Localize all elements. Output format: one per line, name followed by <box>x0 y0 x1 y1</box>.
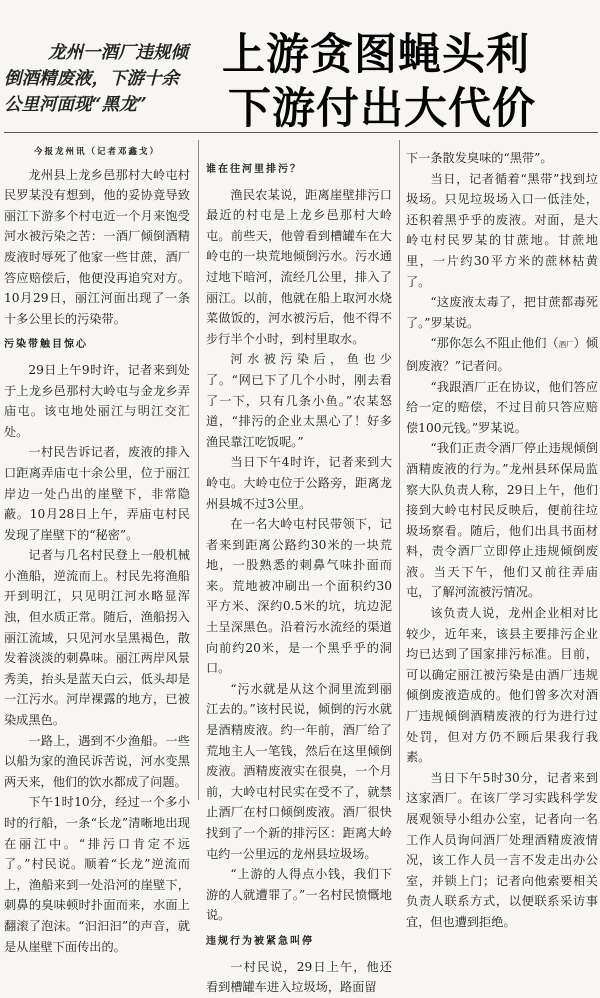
paragraph: 下午1时10分，经过一个多小时的行船，一条“长龙”清晰地出现在丽江中。“排污口肯定不远了。”村民说。顺着“长龙”逆流而上，渔船来到一处沿河的崖壁下，刺鼻的臭味顿时扑面而来，水面上翻滚了泡沫。“汩汩汩”的声音，就是从崖壁下面传出的。 <box>4 795 190 954</box>
quote-text: “那你怎么不阻止他们（ <box>430 336 559 351</box>
article-column-3 <box>406 148 598 933</box>
article-headline <box>222 28 598 136</box>
paragraph: 当日，记者循着“黑带”找到垃圾场。只见垃圾场入口一低洼处，还积着黑乎乎的废液。对面，是大岭屯村民罗某的甘蔗地。甘蔗地里，一片约30平方米的蔗林枯黄了。 <box>406 171 598 289</box>
article-column-2 <box>206 160 392 998</box>
subtitle-line-3: 公里河面现“黑龙” <box>4 95 147 115</box>
paragraph: 一路上，遇到不少渔船。一些以船为家的渔民诉苦说，河水变黑两天来，他们的饮水都成了问题。 <box>4 733 190 789</box>
article-subtitle <box>4 40 214 118</box>
aside-text: 酒厂 <box>558 340 574 350</box>
paragraph: 一村民告诉记者，废液的排入口距离弄庙屯十余公里，位于丽江岸边一处凸出的崖壁下，非常隐蔽。10月28日上午，弄庙屯村民发现了崖壁下的“秘密”。 <box>4 445 190 542</box>
paragraph: “我们正责令酒厂停止违规倾倒酒精废液的行为。”龙州县环保局监察大队负责人称，29日上午，他们接到大岭屯村民反映后，便前往垃圾场察看。随后，他们出具书面材料，责令酒厂立即停止违规倾倒废液。当天下午，他们又前往弄庙屯，了解河流被污情况。 <box>406 441 598 600</box>
paragraph: “这废液太毒了，把甘蔗都毒死了。”罗某说。 <box>406 295 598 330</box>
article-column-1 <box>4 142 190 957</box>
header-divider <box>4 132 598 133</box>
byline: 今报龙州讯（记者邓鑫戈） <box>33 147 160 157</box>
quote-text: ）倾倒废液？”记者问。 <box>406 336 599 373</box>
column-divider-2 <box>399 140 400 800</box>
column-divider-1 <box>198 140 199 800</box>
paragraph: 一村民说，29日上午，他还看到槽罐车进入垃圾场，路面留 <box>206 959 392 995</box>
headline-line-1: 上游贪图蝇头利 <box>222 30 530 80</box>
paragraph: 当日下午5时30分，记者来到这家酒厂。在该厂学习实践科学发展观领导小组办公室，记者向一名工作人员询问酒厂处理酒精废液情况，该工作人员一言不发走出办公室，并锁上门；记者向他索要相关负责人联系方式，以便联系采访事宜，但也遭到拒绝。 <box>406 770 598 929</box>
headline-line-2: 下游付出大代价 <box>228 84 536 134</box>
section-heading: 违规行为被紧急叫停 <box>206 935 314 947</box>
paragraph: 29日上午9时许，记者来到处于上龙乡邑那村大岭屯与金龙乡弄庙屯。该屯地处丽江与明江交汇处。 <box>4 362 190 439</box>
paragraph <box>406 333 598 376</box>
paragraph: 渔民农某说，距离崖壁排污口最近的村屯是上龙乡邑那村大岭屯。前些天，他曾看到槽罐车在大岭屯的一块荒地倾倒污水。污水通过地下暗河，流经几公里，排入了丽江。以前，他就在船上取河水烧菜做饭的，河水被污后，他不得不步行半个小时，到村里取水。 <box>206 187 392 346</box>
paragraph: 下一条散发臭味的“黑带”。 <box>406 151 553 165</box>
paragraph: “污水就是从这个洞里流到丽江去的。”该村民说，倾倒的污水就是酒精废液。约一年前，酒厂给了荒地主人一笔钱，然后在这里倾倒废液。酒精废液实在很臭，一个月前，大岭屯村民实在受不了，就禁止酒厂在村口倾倒废液。酒厂很快找到了一个新的排污区：距离大岭屯约一公里远的龙州县垃圾场。 <box>206 681 392 861</box>
section-heading: 谁在往河里排污？ <box>206 164 302 175</box>
paragraph: 当日下午4时许，记者来到大岭屯。大岭屯位于公路旁，距离龙州县城不过3公里。 <box>206 455 392 511</box>
paragraph: “我跟酒厂正在协议，他们答应给一定的赔偿，不过目前只答应赔偿100元钱。”罗某说。 <box>406 379 598 435</box>
paragraph: 龙州县上龙乡邑那村大岭屯村民罗某没有想到，他的妥协竟导致丽江下游多个村屯近一个月来饱受河水被污染之苦：一酒厂倾倒酒精废液时辱死了他家一些甘蔗，酒厂答应赔偿后，他便没再追究对方。10月29日，丽江河面出现了一条十多公里长的污染带。 <box>4 167 190 326</box>
subtitle-line-1: 龙州一酒厂违规倾 <box>48 43 188 63</box>
subtitle-line-2: 倒酒精废液，下游十余 <box>4 69 179 89</box>
paragraph: 该负责人说，龙州企业相对比较少，近年来，该县主要排污企业均已达到了国家排污标准。目前，可以确定丽江被污染是由酒厂违规倾倒废液造成的。他们曾多次对酒厂违规倾倒酒精废液的行为进行过处罚，但对方仍不顾后果我行我素。 <box>406 606 598 765</box>
paragraph: “上游的人得点小钱，我们下游的人就遭罪了。”一名村民愤慨地说。 <box>206 867 392 923</box>
paragraph: 在一名大岭屯村民带领下，记者来到距离公路约30米的一块荒地，一股熟悉的刺鼻气味扑面而来。荒地被冲刷出一个面积约30平方米、深约0.5米的坑，坑边泥土呈深黑色。沿着污水流经的渠道向前约20米，是一个黑乎乎的洞口。 <box>206 517 392 676</box>
paragraph: 记者与几名村民登上一般机械小渔船，逆流而上。村民先将渔船开到明江，只见明江河水略显浑浊，但水质正常。随后，渔船拐入丽江流域，只见河水呈黑褐色，散发着淡淡的刺鼻味。丽江两岸风景秀美，抬头是蓝天白云，低头却是一江污水。河岸裸露的地方，已被染成黑色。 <box>4 548 190 728</box>
paragraph: 河水被污染后，鱼也少了。“网已下了几个小时，刚去看了一下，只有几条小鱼。”农某怒道，“排污的企业太黑心了！好多渔民靠江吃饭呢。” <box>206 352 392 449</box>
section-heading: 污染带触目惊心 <box>4 339 88 351</box>
